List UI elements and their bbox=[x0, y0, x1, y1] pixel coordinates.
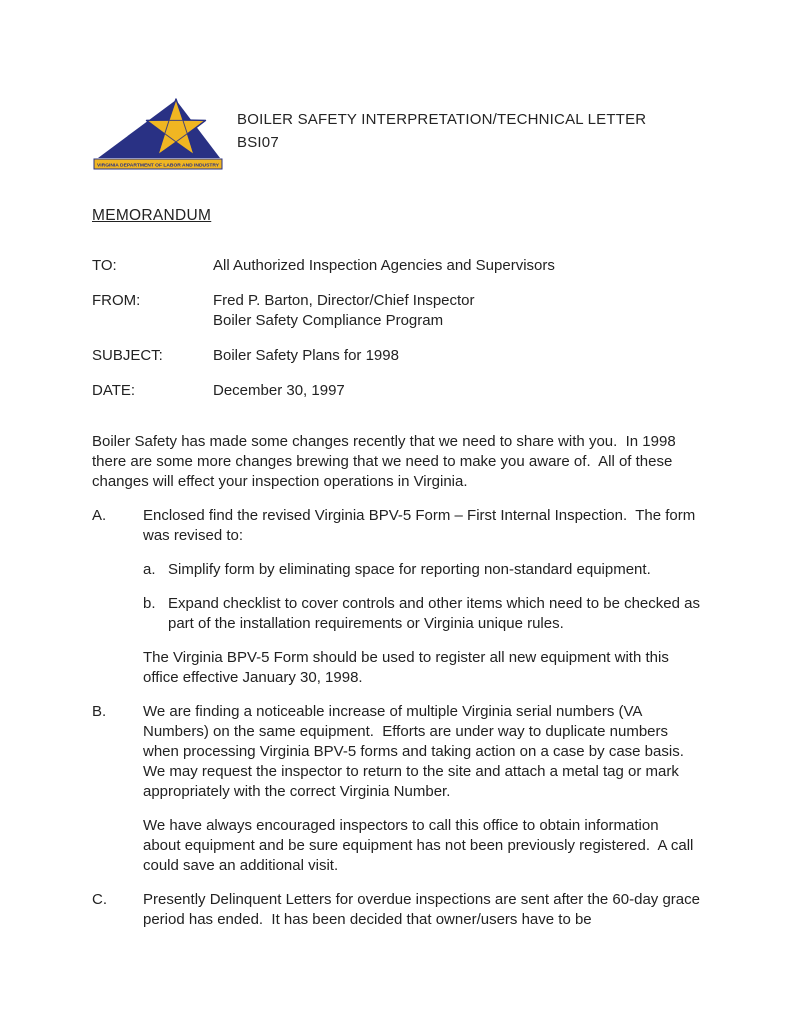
list-item-a bbox=[143, 560, 700, 580]
from-value bbox=[213, 291, 700, 331]
list-item-a-text: Simplify form by eliminating space for reporting non-standard equipment. bbox=[168, 561, 651, 578]
list-item-B-text: We are finding a noticeable increase of multiple Virginia serial numbers (VA Numbers) on the same equipment. Efforts are under way to duplicate numbers when processing Virginia BPV-5 forms and taking action on a case by case basis. We may request the inspector to return to the site and attach a metal tag or mark appropriately with the correct Virginia Number. bbox=[143, 703, 693, 800]
agency-logo bbox=[92, 88, 224, 174]
list-item-b-text: Expand checklist to cover controls and other items which need to be checked as part of the installation requirements or Virginia unique rules. bbox=[168, 595, 705, 632]
memo-body bbox=[92, 432, 705, 930]
field-row-from bbox=[92, 291, 700, 331]
list-marker-a: a. bbox=[143, 561, 156, 578]
to-value: All Authorized Inspection Agencies and Supervisors bbox=[213, 257, 555, 274]
agency-logo-graphic bbox=[92, 88, 224, 174]
subject-value: Boiler Safety Plans for 1998 bbox=[213, 347, 399, 364]
list-item-B bbox=[92, 702, 700, 802]
field-row-date bbox=[92, 381, 700, 401]
section-A-closing-paragraph: The Virginia BPV-5 Form should be used to register all new equipment with this office effective January 30, 1998. bbox=[143, 649, 673, 686]
list-item-C bbox=[92, 890, 705, 930]
list-item-b bbox=[143, 594, 705, 634]
list-marker-b: b. bbox=[143, 595, 156, 612]
list-item-A bbox=[92, 506, 700, 546]
letterhead bbox=[92, 88, 700, 174]
memorandum-heading: MEMORANDUM bbox=[92, 207, 212, 224]
document-title-block bbox=[237, 88, 646, 154]
subject-label: SUBJECT: bbox=[92, 347, 163, 364]
memo-header-fields bbox=[92, 256, 700, 401]
logo-banner-text: VIRGINIA DEPARTMENT OF LABOR AND INDUSTRY bbox=[97, 162, 220, 168]
list-item-C-text: Presently Delinquent Letters for overdue inspections are sent after the 60-day grace period has ended. It has been decided that owner/users have to be bbox=[143, 891, 705, 928]
field-row-to bbox=[92, 256, 700, 276]
field-row-subject bbox=[92, 346, 700, 366]
list-marker-B: B. bbox=[92, 703, 107, 720]
date-value: December 30, 1997 bbox=[213, 382, 345, 399]
section-B-closing-paragraph: We have always encouraged inspectors to call this office to obtain information about equipment and be sure equipment has not been previously registered. A call could save an additional visit. bbox=[143, 817, 698, 874]
list-marker-A: A. bbox=[92, 507, 107, 524]
from-label: FROM: bbox=[92, 292, 141, 309]
list-item-A-text: Enclosed find the revised Virginia BPV-5 Form – First Internal Inspection. The form was revised to: bbox=[143, 507, 700, 544]
date-label: DATE: bbox=[92, 382, 136, 399]
to-label: TO: bbox=[92, 257, 117, 274]
from-value-line1: Fred P. Barton, Director/Chief Inspector bbox=[213, 292, 475, 309]
document-number: BSI07 bbox=[237, 134, 279, 151]
document-title: BOILER SAFETY INTERPRETATION/TECHNICAL LETTER bbox=[237, 111, 647, 128]
from-value-line2: Boiler Safety Compliance Program bbox=[213, 312, 444, 329]
intro-paragraph: Boiler Safety has made some changes recently that we need to share with you. In 1998 there are some more changes brewing that we need to make you aware of. All of these changes will effect your inspection operations in Virginia. bbox=[92, 433, 680, 490]
list-marker-C: C. bbox=[92, 891, 107, 908]
